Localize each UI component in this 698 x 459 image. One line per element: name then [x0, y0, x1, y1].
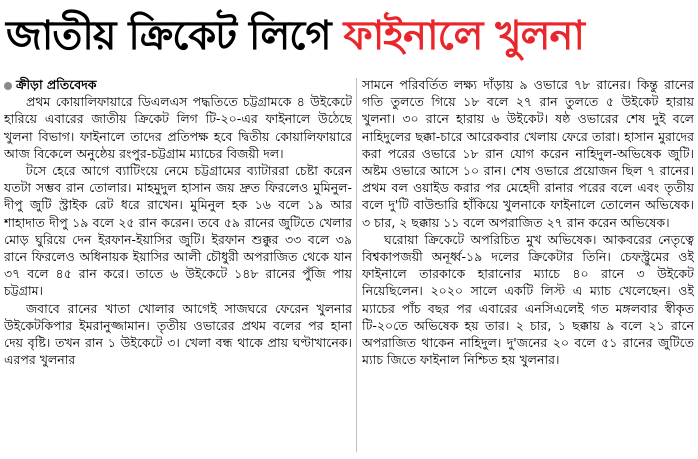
article-column-right [362, 76, 694, 454]
headline-part-red: ফাইনালে খুলনা [343, 13, 584, 59]
paragraph: টসে হেরে আগে ব্যাটিংয়ে নেমে চট্টগ্রামের ব্যাটাররা চেষ্টা করেন যতটা সম্ভব রান তোলার। মাহমুদুল হাসান জয় দ্রুত ফিরলেও মুমিনুল-দীপু জুটি স্ট্রাইক রেট ধরে রাখেন। মুমিনুল হক ১৬ বলে ১৯ আর শাহাদাত দীপু ১৯ বলে ২৫ রান করেন। তবে ৫৯ রানের জুটিতে খেলার মোড় ঘুরিয়ে দেন ইরফান-ইয়াসির জুটি। ইরফান শুক্কুর ৩৩ বলে ৩৯ রানে ফিরলেও অধিনায়ক ইয়াসির আলী চৌধুরী অপরাজিত থেকে যান ৩৭ বলে ৪৫ রান করে। তাতে ৬ উইকেটে ১৪৮ রানের পুঁজি পায় চট্টগ্রাম। [4, 163, 352, 299]
article-column-left [4, 76, 352, 454]
bullet-icon [4, 82, 12, 90]
paragraph: ঘরোয়া ক্রিকেটে অপরিচিত মুখ অভিষেক। আকবরের নেতৃত্বে বিশ্বকাপজয়ী অনূর্ধ্ব-১৯ দলের ক্রিকেটার তিনি। চেফস্ট্রুমের ওই ফাইনালে তারকাকে হারানোর ম্যাচে ৪০ রানে ৩ উইকেট নিয়েছিলেন। ২০২০ সালে একটি লিস্ট এ ম্যাচ খেলেছেন। ওই ম্যাচের পাঁচ বছর পর এবারের এনসিএলেই গত মঙ্গলবার স্বীকৃত টি-২০তে অভিষেক হয় তার। ২ চার, ১ ছক্কায় ৯ বলে ২১ রানে অপরাজিত থাকেন নাহিদুল। দু'জনের ২০ বলে ৫১ রানের জুটিতে ম্যাচ জিতে ফাইনাল নিশ্চিত হয় খুলনার। [362, 231, 694, 368]
paragraph: সামনে পরিবর্তিত লক্ষ্য দাঁড়ায় ৯ ওভারে ৭৮ রানের। কিন্তু রানের গতি তুলতে গিয়ে ১৮ বলে ২৭ রান তুলতে ৫ উইকেট হারায় খুলনা। ৩০ রানে হারায় ৬ উইকেট। ষষ্ঠ ওভারের শেষ দুই বলে নাহিদুলের ছক্কা-চারে আরেকবার খেলায় ফেরে তারা। হাসান মুরাদের করা পরের ওভারে ১৮ রান যোগ করেন নাহিদুল-অভিষেক জুটি। অষ্টম ওভারে আসে ১০ রান। শেষ ওভারে প্রয়োজন ছিল ৭ রানের। প্রথম বল ওয়াইড করার পর মেহেদী রানার পরের বলে এবং তৃতীয় বলে দু'টি বাউন্ডারি হাঁকিয়ে খুলনাকে ফাইনালে তোলেন অভিষেক। ৩ চার, ২ ছক্কায় ১১ বলে অপরাজিত ২৭ রান করেন অভিষেক। [362, 77, 694, 230]
paragraph: জবাবে রানের খাতা খোলার আগেই সাজঘরে ফেরেন খুলনার উইকেটকিপার ইমরানুজ্জামান। তৃতীয় ওভারের প্রথম বলের পর হানা দেয় বৃষ্টি। তখন রান ১ উইকেটে ৩। খেলা বন্ধ থাকে প্রায় ঘণ্টাখানেক। এরপর খুলনার [4, 300, 352, 368]
paragraph: প্রথম কোয়ালিফায়ারে ডিএলএস পদ্ধতিতে চট্টগ্রামকে ৪ উইকেটে হারিয়ে এবারের জাতীয় ক্রিকেট লিগ টি-২০-এর ফাইনালে উঠেছে খুলনা বিভাগ। ফাইনালে তাদের প্রতিপক্ষ হবে দ্বিতীয় কোয়ালিফায়ারে আজ বিকেলে অনুষ্ঠেয় রংপুর-চট্টগ্রাম ম্যাচের বিজয়ী দল। [4, 94, 352, 161]
headline-part-black: জাতীয় ক্রিকেট লিগে [6, 13, 344, 59]
headline [6, 2, 696, 70]
column-divider [356, 78, 357, 452]
byline-text: ক্রীড়া প্রতিবেদক [16, 77, 97, 92]
byline [4, 76, 352, 93]
